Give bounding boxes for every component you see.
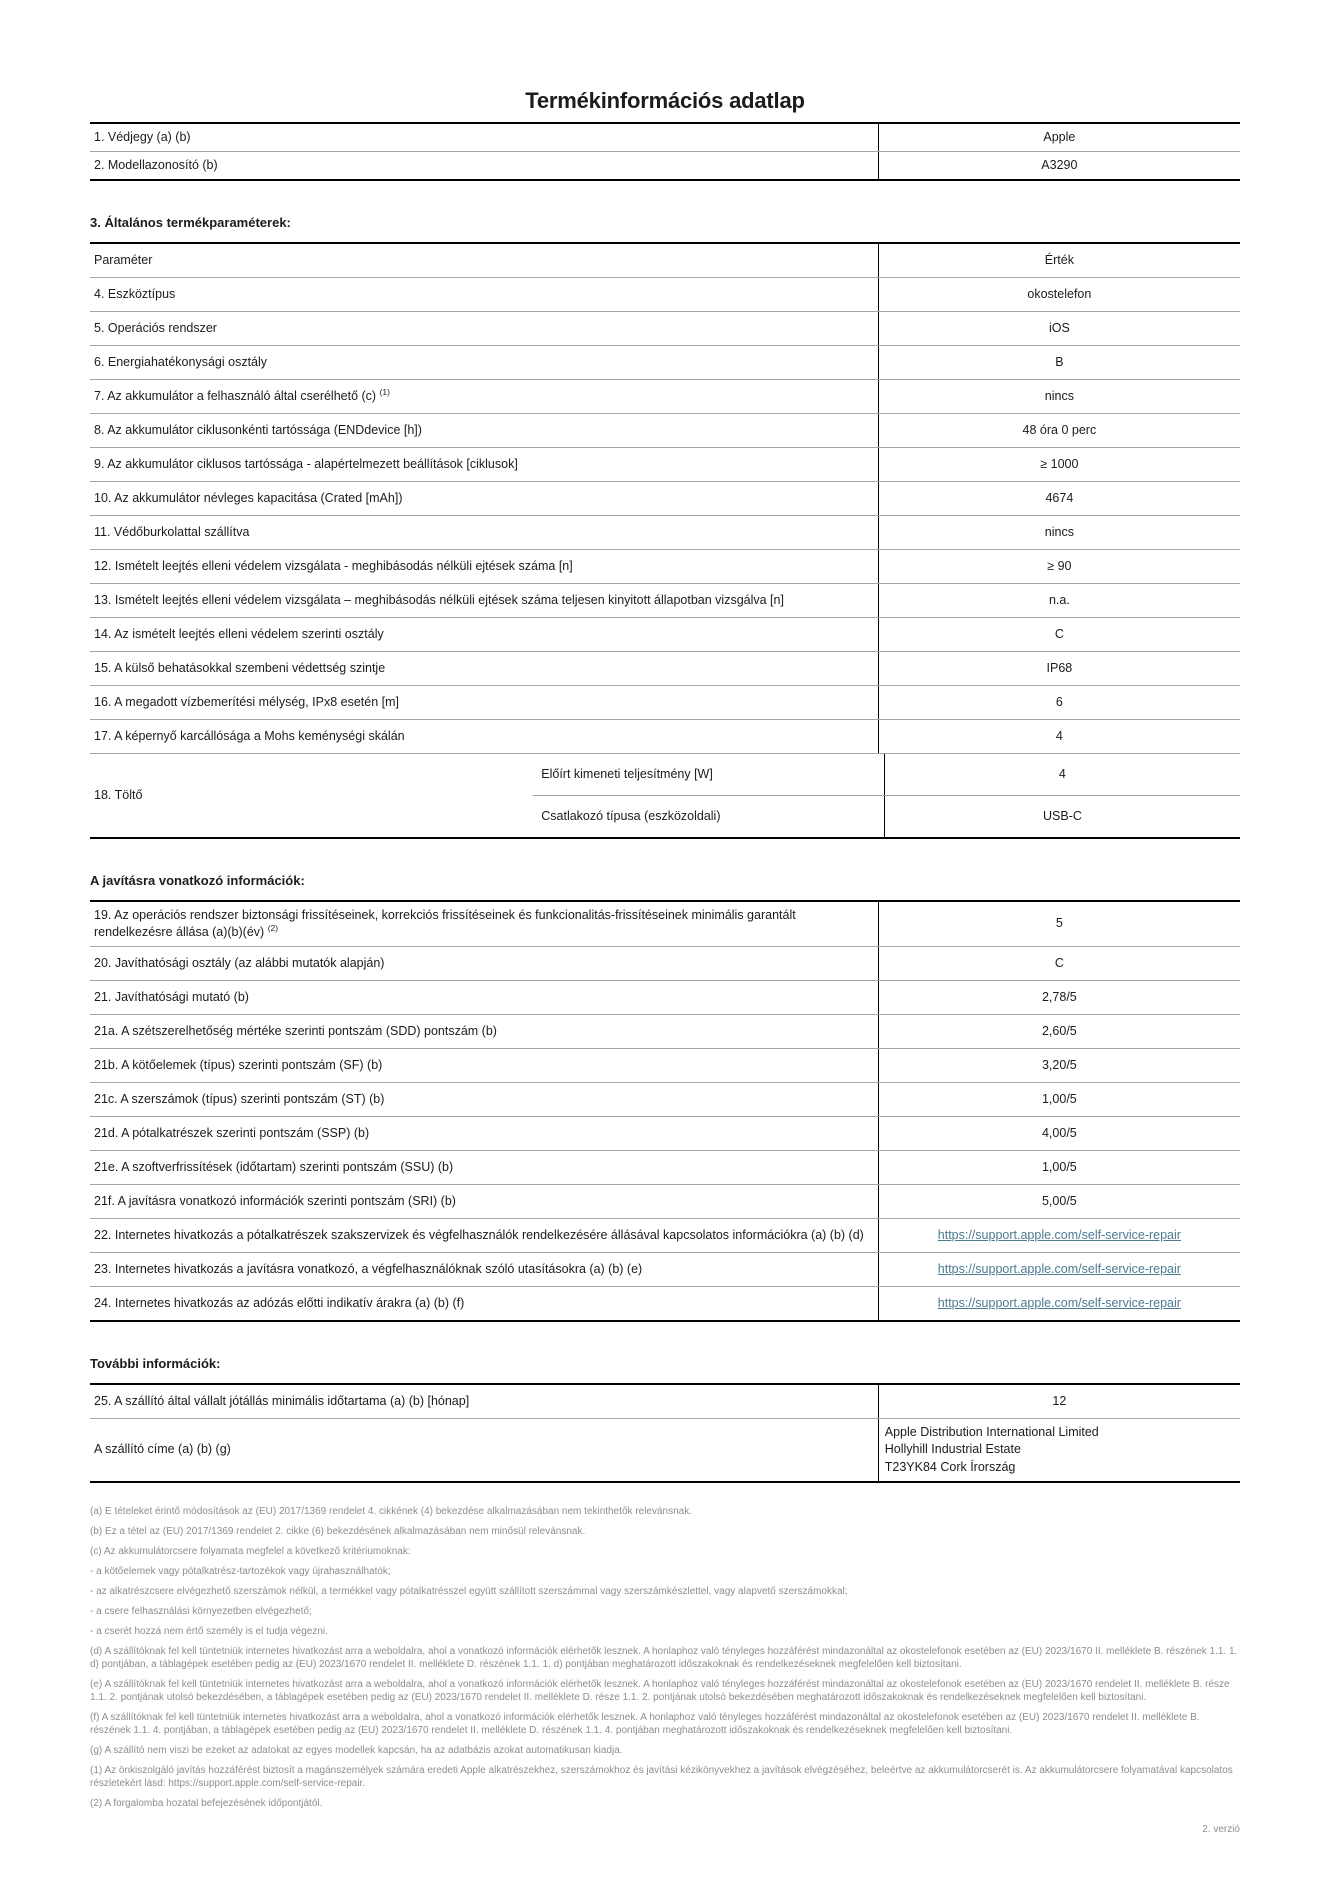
row-label: 15. A külső behatásokkal szembeni védettség szintje: [94, 660, 386, 675]
row-label: 10. Az akkumulátor névleges kapacitása (Crated [mAh]): [94, 490, 403, 505]
footnote: (d) A szállítóknak fel kell tüntetniük internetes hivatkozást arra a weboldalra, ahol a vonatkozó információk elérhetők lesznek. A honlaphoz való tényleges hozzáférést mindazonáltal az okostelefonok esetében az (EU) 2023/1670 II. melléklete B. részének 1.1. 1. d) pontjában, a táblagépek esetében pedig az (EU) 2023/1670 rendelet II. melléklete D. részének 1.1. 1. d) pontjában meghatározott időszakoknak és rendelkezéseknek megfelelően kell biztosítani.: [90, 1646, 1238, 1670]
row-label: 7. Az akkumulátor a felhasználó által cserélhető (c) $^{(1)}$: [94, 386, 390, 403]
table-row: [90, 277, 1240, 311]
row-label: 21b. A kötőelemek (típus) szerinti pontszám (SF) (b): [94, 1057, 383, 1072]
row-value: 48 óra 0 perc: [878, 414, 1240, 447]
section-heading-additional: További információk:: [90, 1355, 221, 1371]
table-row: [90, 685, 1240, 719]
row-label: 18. Töltő: [94, 787, 143, 802]
footnote-ref: (2): [267, 922, 279, 933]
row-label: 24. Internetes hivatkozás az adózás előtti indikatív árakra (a) (b) (f): [94, 1295, 465, 1310]
table-row: [533, 795, 1240, 837]
row-label: 16. A megadott vízbemerítési mélység, IPx8 esetén [m]: [94, 694, 400, 709]
footnote: (f) A szállítóknak fel kell tüntetniük internetes hivatkozást arra a weboldalra, ahol a vonatkozó információk elérhetők lesznek. A honlaphoz való tényleges hozzáférést mindazonáltal az okostelefonok esetében az (EU) 2023/1670 rendelet II. melléklete B. részének 1.1. 4. pontjában, a táblagépek esetében pedig az (EU) 2023/1670 rendelet II. melléklete D. részének 1.1. 4. pontjában meghatározott időszakoknak és rendelkezéseknek megfelelően kell biztosítani.: [90, 1712, 1200, 1736]
row-label: 14. Az ismételt leejtés elleni védelem szerinti osztály: [94, 626, 384, 641]
footnote: (b) Ez a tétel az (EU) 2017/1369 rendelet 2. cikke (6) bekezdésének alkalmazásában nem minősül relevánsnak.: [90, 1526, 586, 1537]
footnote: - a cserét hozzá nem értő személy is el tudja végezni.: [90, 1626, 328, 1637]
row-value: nincs: [878, 380, 1240, 413]
row-value: IP68: [878, 652, 1240, 685]
row-label: 21. Javíthatósági mutató (b): [94, 989, 249, 1004]
table-row: [90, 311, 1240, 345]
row-label: 21e. A szoftverfrissítések (időtartam) szerinti pontszám (SSU) (b): [94, 1159, 454, 1174]
row-label: 2. Modellazonosító (b): [94, 157, 218, 172]
row-label: 19. Az operációs rendszer biztonsági frissítéseinek, korrekciós frissítéseinek és funkcionalitás-frissítéseinek minimális garantált rendelkezésre állása (a)(b)(év) $^{(2)}$: [94, 907, 796, 939]
address-line: Apple Distribution International Limited: [884, 1424, 1099, 1439]
row-value: B: [878, 346, 1240, 379]
charger-row: [90, 753, 1240, 837]
row-value: 2,60/5: [878, 1015, 1240, 1048]
footnote: - a csere felhasználási környezetben elvégezhető;: [90, 1606, 312, 1617]
general-parameters-table: [90, 242, 1240, 839]
footnotes: [90, 1505, 1240, 1810]
table-row: [90, 151, 1240, 179]
footnote: - az alkatrészcsere elvégezhető szerszámok nélkül, a termékkel vagy pótalkatrésszel együtt szállított szerszámmal vagy szerszámkészlettel, vagy alapvető szerszámokkal;: [90, 1586, 848, 1597]
row-value: 1,00/5: [878, 1151, 1240, 1184]
table-row: [90, 1116, 1240, 1150]
row-value: 4,00/5: [878, 1117, 1240, 1150]
row-value: nincs: [878, 516, 1240, 549]
footnote: - a kötőelemek vagy pótalkatrész-tartozékok vagy újrahasználhatók;: [90, 1566, 391, 1577]
row-label: 22. Internetes hivatkozás a pótalkatrészek szakszervizek és végfelhasználók rendelkezésére állásával kapcsolatos információkra (a) (b) (d): [94, 1227, 864, 1242]
address-line: T23YK84 Cork Írország: [884, 1459, 1016, 1474]
row-value: 6: [878, 686, 1240, 719]
row-value: okostelefon: [878, 278, 1240, 311]
row-value: 1,00/5: [878, 1083, 1240, 1116]
row-value: 3,20/5: [878, 1049, 1240, 1082]
table-row: [90, 1218, 1240, 1252]
row-label: 25. A szállító által vállalt jótállás minimális időtartama (a) (b) [hónap]: [94, 1393, 470, 1408]
row-label: 5. Operációs rendszer: [94, 320, 217, 335]
table-row: [90, 902, 1240, 946]
footnote: (1) Az önkiszolgáló javítás hozzáférést biztosít a magánszemélyek számára eredeti Apple alkatrészekhez, szerszámokhoz és javítási kézikönyvekhez a javítások elvégzéséhez, beleértve az akkumulátorcserét is. Az akkumulátorcsere folyamatával kapcsolatos részletekért lásd: https://support.apple.com/self-service-repair.: [90, 1765, 1233, 1789]
row-value: 5: [878, 902, 1240, 946]
row-label: 21a. A szétszerelhetőség mértéke szerinti pontszám (SDD) pontszám (b): [94, 1023, 497, 1038]
additional-information-table: [90, 1383, 1240, 1484]
supplier-address-row: [90, 1418, 1240, 1482]
table-row: [90, 1184, 1240, 1218]
repair-information-table: [90, 900, 1240, 1322]
row-value: 4: [884, 754, 1240, 795]
section-heading-repair: A javításra vonatkozó információk:: [90, 872, 305, 888]
table-row: [90, 345, 1240, 379]
row-label: 20. Javíthatósági osztály (az alábbi mutatók alapján): [94, 955, 385, 970]
row-value: iOS: [878, 312, 1240, 345]
table-row: [90, 515, 1240, 549]
row-label: 21d. A pótalkatrészek szerinti pontszám (SSP) (b): [94, 1125, 370, 1140]
row-label: 4. Eszköztípus: [94, 286, 176, 301]
row-value: C: [878, 618, 1240, 651]
row-label: 1. Védjegy (a) (b): [94, 130, 191, 144]
row-value: ≥ 1000: [878, 448, 1240, 481]
row-label: 6. Energiahatékonysági osztály: [94, 354, 268, 369]
table-row: [90, 413, 1240, 447]
table-row: [90, 719, 1240, 753]
row-value: A3290: [878, 152, 1240, 179]
row-value: C: [878, 947, 1240, 980]
row-label: A szállító címe (a) (b) (g): [94, 1442, 231, 1457]
footnote: (a) E tételeket érintő módosítások az (EU) 2017/1369 rendelet 4. cikkének (4) bekezdése alkalmazásában nem tekinthetők relevánsnak.: [90, 1506, 692, 1517]
footnote: (e) A szállítóknak fel kell tüntetniük internetes hivatkozást arra a weboldalra, ahol a vonatkozó információk elérhetők lesznek. A honlaphoz való tényleges hozzáférést mindazonáltal az okostelefonok esetében az (EU) 2023/1670 rendelet II. melléklete B. része 1.1. 2. pontjának utolsó bekezdésében, a táblagépek esetében pedig az (EU) 2023/1670 rendelet II. melléklete D. része 1.1. 2. pontjának utolsó bekezdésében meghatározott időszakoknak és rendelkezéseknek megfelelően kell biztosítani.: [90, 1679, 1230, 1703]
page-title: Termékinformációs adatlap: [525, 88, 805, 113]
table-row: [90, 1048, 1240, 1082]
self-service-repair-link[interactable]: https://support.apple.com/self-service-repair: [937, 1227, 1181, 1242]
row-label: Csatlakozó típusa (eszközoldali): [541, 808, 721, 823]
table-row: [90, 124, 1240, 151]
table-row: [533, 754, 1240, 795]
row-label: 21f. A javításra vonatkozó információk szerinti pontszám (SRI) (b): [94, 1193, 456, 1208]
table-row: [90, 946, 1240, 980]
row-value: Apple: [878, 124, 1240, 151]
table-row: [90, 447, 1240, 481]
supplier-address: [878, 1419, 1240, 1482]
table-row: [90, 1385, 1240, 1418]
table-header-row: [90, 244, 1240, 277]
document-version: 2. verzió: [1202, 1824, 1240, 1835]
row-value: [878, 1219, 1240, 1252]
table-row: [90, 481, 1240, 515]
row-value: 5,00/5: [878, 1185, 1240, 1218]
charger-subtable: [533, 754, 1240, 837]
column-header-parameter: Paraméter: [94, 252, 153, 267]
row-value: 4: [878, 720, 1240, 753]
row-value: [878, 1253, 1240, 1286]
row-value: n.a.: [878, 584, 1240, 617]
row-value: 12: [878, 1385, 1240, 1418]
row-value: 2,78/5: [878, 981, 1240, 1014]
footnote: (2) A forgalomba hozatal befejezésének időpontjától.: [90, 1798, 323, 1809]
row-label: 13. Ismételt leejtés elleni védelem vizsgálata – meghibásodás nélküli ejtések száma teljesen kinyitott állapotban vizsgálva [n]: [94, 592, 784, 607]
row-value: ≥ 90: [878, 550, 1240, 583]
row-value: USB-C: [884, 796, 1240, 837]
row-value: [878, 1287, 1240, 1320]
footnote: (g) A szállító nem viszi be ezeket az adatokat az egyes modellek kapcsán, ha az adatbázis azokat automatikusan kiadja.: [90, 1745, 623, 1756]
table-row: [90, 583, 1240, 617]
footnote: (c) Az akkumulátorcsere folyamata megfelel a következő kritériumoknak:: [90, 1546, 411, 1557]
row-label: 11. Védőburkolattal szállítva: [94, 524, 250, 539]
table-row: [90, 1014, 1240, 1048]
row-label: 21c. A szerszámok (típus) szerinti pontszám (ST) (b): [94, 1091, 385, 1106]
row-label: 23. Internetes hivatkozás a javításra vonatkozó, a végfelhasználóknak szóló utasításokra (a) (b) (e): [94, 1261, 643, 1276]
table-row: [90, 1082, 1240, 1116]
self-service-repair-link[interactable]: https://support.apple.com/self-service-repair: [937, 1295, 1181, 1310]
table-row: [90, 1286, 1240, 1320]
row-label: Előírt kimeneti teljesítmény [W]: [541, 766, 713, 781]
table-row: [90, 549, 1240, 583]
identification-table: [90, 122, 1240, 181]
row-label: 17. A képernyő karcállósága a Mohs keménységi skálán: [94, 728, 405, 743]
column-header-value: Érték: [878, 244, 1240, 277]
self-service-repair-link[interactable]: https://support.apple.com/self-service-repair: [937, 1261, 1181, 1276]
table-row: [90, 617, 1240, 651]
row-label: 12. Ismételt leejtés elleni védelem vizsgálata - meghibásodás nélküli ejtések száma [n]: [94, 558, 573, 573]
table-row: [90, 651, 1240, 685]
row-label: 9. Az akkumulátor ciklusos tartóssága - alapértelmezett beállítások [ciklusok]: [94, 456, 518, 471]
table-row: [90, 379, 1240, 413]
table-row: [90, 1252, 1240, 1286]
row-value: 4674: [878, 482, 1240, 515]
table-row: [90, 980, 1240, 1014]
table-row: [90, 1150, 1240, 1184]
address-line: Hollyhill Industrial Estate: [884, 1442, 1021, 1456]
footnote-ref: (1): [379, 386, 390, 397]
row-label: 8. Az akkumulátor ciklusonkénti tartóssága (ENDdevice [h]): [94, 422, 422, 437]
section-heading-general: 3. Általános termékparaméterek:: [90, 214, 291, 230]
